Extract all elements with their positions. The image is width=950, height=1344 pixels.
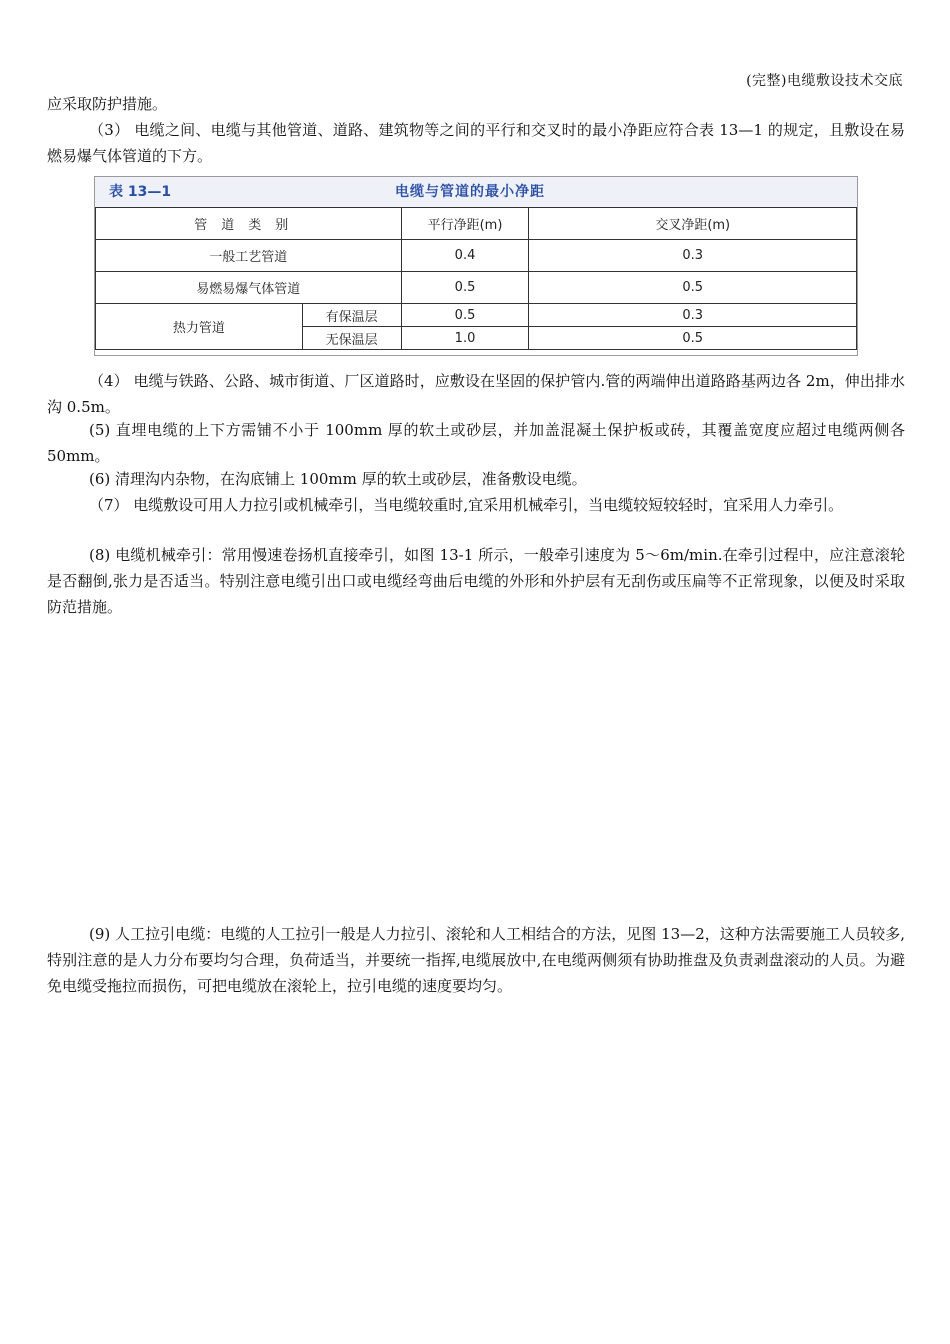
paragraph-5: (5) 直埋电缆的上下方需铺不小于 100mm 厚的软土或砂层，并加盖混凝土保护板或砖，其覆盖宽度应超过电缆两侧各 50mm。	[47, 421, 905, 465]
row-parallel: 1.0	[401, 327, 529, 350]
row-type: 易燃易爆气体管道	[96, 272, 402, 304]
clearance-table	[94, 176, 858, 356]
table-row	[96, 240, 857, 272]
row-parallel: 0.5	[401, 304, 529, 327]
paragraph-7: （7） 电缆敷设可用人力拉引或机械牵引，当电缆较重时,宜采用机械牵引，当电缆较短较轻时，宜采用人力牵引。	[89, 496, 844, 514]
table-row	[96, 272, 857, 304]
table-number: 表 13—1	[109, 184, 172, 200]
document-header: (完整)电缆敷设技术交底	[746, 73, 903, 89]
header-type: 管道类别	[96, 208, 402, 240]
paragraph-0: 应采取防护措施。	[47, 95, 168, 113]
row-cross: 0.3	[529, 304, 857, 327]
paragraph-3: （3） 电缆之间、电缆与其他管道、道路、建筑物等之间的平行和交叉时的最小净距应符合表 13—1 的规定，且敷设在易燃易爆气体管道的下方。	[47, 121, 905, 165]
row-type-heat: 热力管道	[96, 304, 303, 350]
row-cross: 0.5	[529, 272, 857, 304]
header-cross: 交叉净距(m)	[529, 208, 857, 240]
table-grid	[95, 207, 857, 350]
row-cross: 0.3	[529, 240, 857, 272]
table-title: 电缆与管道的最小净距	[395, 184, 545, 200]
row-parallel: 0.4	[401, 240, 529, 272]
row-cross: 0.5	[529, 327, 857, 350]
row-type: 一般工艺管道	[96, 240, 402, 272]
paragraph-4: （4） 电缆与铁路、公路、城市街道、厂区道路时，应敷设在坚固的保护管内.管的两端伸出道路路基两边各 2m，伸出排水沟 0.5m。	[47, 372, 905, 416]
paragraph-8: (8) 电缆机械牵引：常用慢速卷扬机直接牵引，如图 13-1 所示，一般牵引速度为 5～6m/min.在牵引过程中，应注意滚轮是否翻倒,张力是否适当。特别注意电缆引出口或电缆经弯曲后电缆的外形和外护层有无刮伤或压扁等不正常现象，以便及时采取防范措施。	[47, 546, 905, 616]
sub-label: 无保温层	[302, 327, 401, 350]
table-header-row	[96, 208, 857, 240]
paragraph-6: (6) 清理沟内杂物，在沟底铺上 100mm 厚的软土或砂层，准备敷设电缆。	[89, 470, 587, 488]
table-row	[96, 304, 857, 327]
row-parallel: 0.5	[401, 272, 529, 304]
sub-label: 有保温层	[302, 304, 401, 327]
paragraph-9: (9) 人工拉引电缆：电缆的人工拉引一般是人力拉引、滚轮和人工相结合的方法，见图 13—2，这种方法需要施工人员较多,特别注意的是人力分布要均匀合理，负荷适当，并要统一指挥,电缆展放中,在电缆两侧须有协助推盘及负责剥盘滚动的人员。为避免电缆受拖拉而损伤，可把电缆放在滚轮上，拉引电缆的速度要均匀。	[47, 925, 905, 995]
table-caption-bar	[95, 177, 857, 208]
header-parallel: 平行净距(m)	[401, 208, 529, 240]
